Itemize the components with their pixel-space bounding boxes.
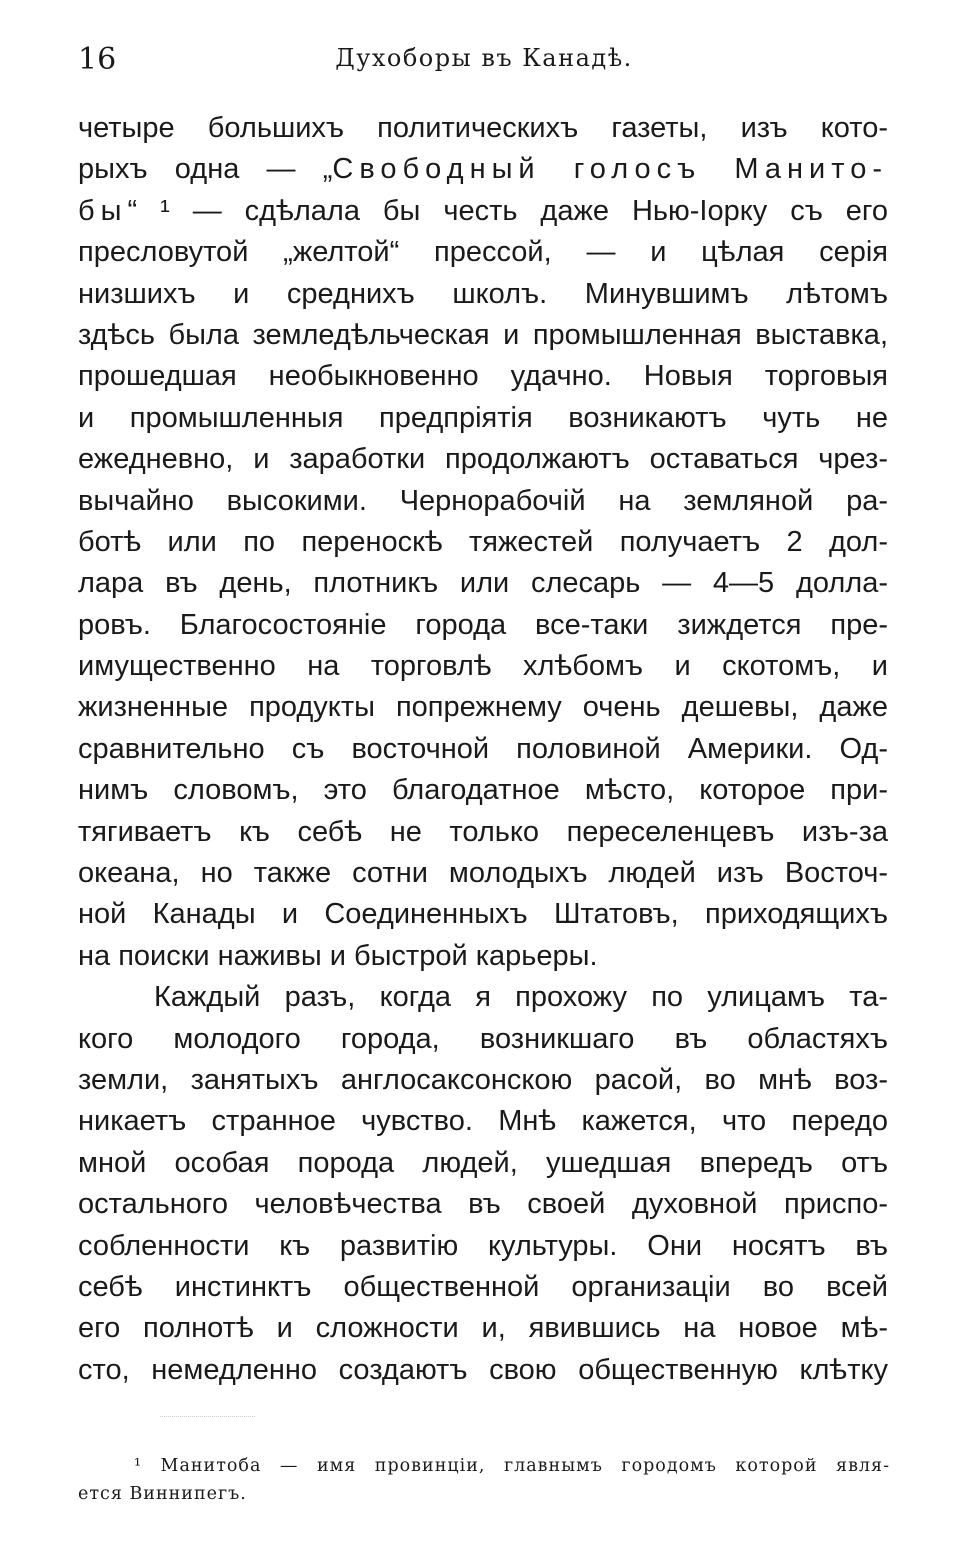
text-line: сравнительно съ восточной половиной Америки. Од- xyxy=(78,732,888,765)
text-line: жизненные продукты попрежнему очень дешевы, даже xyxy=(78,691,888,724)
text-line: ровъ. Благосостояніе города все-таки зиждется пре- xyxy=(78,608,888,641)
newspaper-title-end: бы xyxy=(78,194,128,227)
body-text xyxy=(78,108,888,1391)
page-number: 16 xyxy=(78,42,117,77)
footnote xyxy=(78,1452,890,1508)
text-line: имущественно на торговлѣ хлѣбомъ и скотомъ, и xyxy=(78,650,888,683)
newspaper-title: Свободный голосъ Манито- xyxy=(332,153,888,186)
text-line: тягиваетъ къ себѣ не только переселенцевъ изъ-за xyxy=(78,815,888,848)
text-line: вычайно высокими. Чернорабочій на земляной ра- xyxy=(78,484,888,517)
text-line: здѣсь была земледѣльческая и промышленная выставка, xyxy=(78,318,888,351)
text-line: и промышленныя предпріятія возникаютъ чуть не xyxy=(78,401,888,434)
text-line: остального человѣчества въ своей духовной приспо- xyxy=(78,1188,888,1221)
text-line: четыре большихъ политическихъ газеты, изъ кото- xyxy=(78,112,888,144)
text-line: его полнотѣ и сложности и, явившись на новое мѣ- xyxy=(78,1312,888,1345)
text-line: ной Канады и Соединенныхъ Штатовъ, приходящихъ xyxy=(78,898,888,931)
running-title: Духоборы въ Канадѣ. xyxy=(335,44,633,72)
text-line: ботѣ или по переноскѣ тяжестей получаетъ 2 дол- xyxy=(78,525,888,558)
paragraph xyxy=(78,108,888,977)
text-line: сто, немедленно создаютъ свою общественную клѣтку xyxy=(78,1353,888,1386)
text-line: нимъ словомъ, это благодатное мѣсто, которое при- xyxy=(78,774,888,807)
text-line: лара въ день, плотникъ или слесарь — 4—5 долла- xyxy=(78,567,888,600)
text-line: никаетъ странное чувство. Мнѣ кажется, что передо xyxy=(78,1105,888,1138)
text-line: на поиски наживы и быстрой карьеры. xyxy=(78,939,598,972)
footnote-separator xyxy=(160,1416,255,1417)
page-header xyxy=(78,38,890,88)
text-line: пресловутой „желтой“ прессой, — и цѣлая серія xyxy=(78,236,888,269)
text-line: океана, но также сотни молодыхъ людей изъ Восточ- xyxy=(78,857,888,890)
text-line xyxy=(78,149,888,190)
text-fragment: “ ¹ — сдѣлала бы честь даже Нью-Іорку съ его xyxy=(127,194,888,227)
footnote-line: ¹ Манитоба — имя провинціи, главнымъ городомъ которой явля- xyxy=(134,1456,890,1476)
text-line: ежедневно, и заработки продолжаютъ оставаться чрез- xyxy=(78,443,888,476)
text-line: земли, занятыхъ англосаксонскою расой, во мнѣ воз- xyxy=(78,1063,888,1096)
text-line: прошедшая необыкновенно удачно. Новыя торговыя xyxy=(78,360,888,393)
text-line: низшихъ и среднихъ школъ. Минувшимъ лѣтомъ xyxy=(78,277,888,310)
text-line: кого молодого города, возникшаго въ областяхъ xyxy=(78,1022,888,1055)
paragraph xyxy=(78,977,888,1391)
text-line: собленности къ развитію культуры. Они носятъ въ xyxy=(78,1229,888,1262)
text-fragment: рыхъ одна — „ xyxy=(78,153,333,186)
text-line: себѣ инстинктъ общественной организаціи во всей xyxy=(78,1270,888,1303)
text-line: Каждый разъ, когда я прохожу по улицамъ та- xyxy=(154,981,888,1014)
text-line xyxy=(78,191,888,232)
text-line: мной особая порода людей, ушедшая впередъ отъ xyxy=(78,1146,888,1179)
footnote-line: ется Виннипегъ. xyxy=(78,1484,247,1504)
